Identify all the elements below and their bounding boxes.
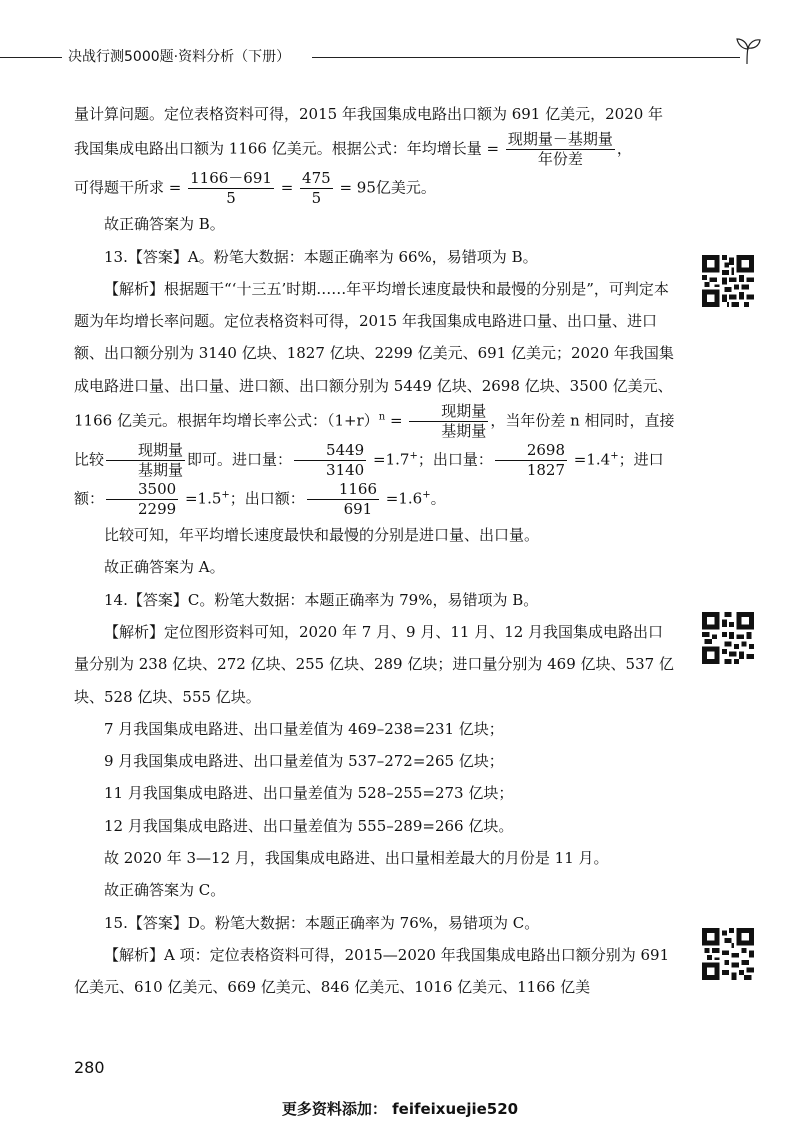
fraction: $\frac{2698}{1827}$ — [495, 441, 567, 480]
footer-note: 更多资料添加： feifeixuejie520 — [281, 1100, 519, 1118]
page-number: 280 — [74, 1058, 105, 1077]
fraction: $\frac{5449}{3140}$ — [294, 441, 366, 480]
calc-line: 9 月我国集成电路进、出口量差值为 537–272=265 亿块； — [104, 752, 504, 771]
fraction: $\frac{\text{现期量－基期量}}{\text{年份差}}$ — [507, 130, 613, 169]
answer-line: 故正确答案为 A。 — [104, 558, 225, 577]
fraction: $\frac{\text{现期量}}{\text{基期量}}$ — [409, 402, 488, 441]
qr-code-icon[interactable] — [702, 612, 754, 664]
question-13-analysis: 【解析】根据题干“‘十三五’时期……年平均增长速度最快和最慢的分别是”，可判定本题为年均增长率问题。定位表格资料可得，2015 年我国集成电路进口量、出口量、进口额、出口额分别为 3140 亿块、1827 亿块、2299 亿美元、691 亿美元；2020 年我国集成电路进口量、出口量、进口额、出口额分别为 5449 亿块、2698 亿块、3500 亿美元、1166 亿美元。根据年均增长率公式：$(1+r)^n$ = $\frac{\text{现期量}}{\text{基期量}}$ ，当年份差 n 相同时，直接比较 $\frac{\text{现期量}}{\text{基期量}}$ 即可。进口量： $\frac{5449}{3140}$ =1.7+；出口量： $\frac{2698}{1827}$ =1.4+；进口额： $\frac{3500}{2299}$ =1.5+；出口额： $\frac{1166}{691}$ =1.6+。 — [74, 279, 675, 519]
sprout-icon — [734, 36, 762, 66]
running-header — [0, 44, 800, 74]
qr-code-icon[interactable] — [702, 255, 754, 307]
calc-line: 7 月我国集成电路进、出口量差值为 469–238=231 亿块； — [104, 719, 504, 738]
fraction: $\frac{\text{现期量}}{\text{基期量}}$ — [106, 441, 185, 480]
question-14-analysis: 【解析】定位图形资料可知，2020 年 7 月、9 月、11 月、12 月我国集成电路出口量分别为 238 亿块、272 亿块、255 亿块、289 亿块；进口量分别为 469 亿块、537 亿块、528 亿块、555 亿块。 — [74, 622, 674, 706]
answer-body — [74, 98, 676, 1004]
calc-line: 12 月我国集成电路进、出口量差值为 555–289=266 亿块。 — [104, 816, 514, 835]
question-14-answer: 14.【答案】C。粉笔大数据：本题正确率为 79%，易错项为 B。 — [104, 590, 539, 609]
header-rule-left — [0, 57, 62, 58]
header-rule-right — [312, 57, 740, 58]
fraction: $\frac{1166-691}{5}$ — [190, 169, 272, 208]
fraction: $\frac{3500}{2299}$ — [106, 480, 178, 519]
calc-line: 11 月我国集成电路进、出口量差值为 528–255=273 亿块； — [104, 784, 514, 803]
qr-code-icon[interactable] — [702, 928, 754, 980]
question-13-answer: 13.【答案】A。粉笔大数据：本题正确率为 66%，易错项为 B。 — [104, 247, 538, 266]
conclusion-line: 故 2020 年 3—12 月，我国集成电路进、出口量相差最大的月份是 11 月。 — [104, 849, 609, 868]
paragraph: 比较可知，年平均增长速度最快和最慢的分别是进口量、出口量。 — [104, 526, 540, 545]
fraction: $\frac{475}{5}$ — [302, 169, 331, 208]
header-title: 决战行测5000题·资料分析（下册） — [68, 49, 291, 65]
paragraph: 可得题干所求 = $\frac{1166-691}{5}$ = $\frac{475}{5}$ = 95亿美元。 — [74, 169, 436, 208]
question-15-answer: 15.【答案】D。粉笔大数据：本题正确率为 76%，易错项为 C。 — [104, 913, 540, 932]
paragraph: 量计算问题。定位表格资料可得，2015 年我国集成电路出口额为 691 亿美元，2020 年我国集成电路出口额为 1166 亿美元。根据公式：年均增长量 = $\frac{\text{现期量－基期量}}{\text{年份差}}$ ， — [74, 105, 664, 169]
fraction: $\frac{1166}{691}$ — [307, 480, 379, 519]
answer-line: 故正确答案为 B。 — [104, 215, 225, 234]
question-15-analysis: 【解析】A 项：定位表格资料可得，2015—2020 年我国集成电路出口额分别为 691 亿美元、610 亿美元、669 亿美元、846 亿美元、1016 亿美元、1166 亿美 — [74, 945, 670, 997]
answer-line: 故正确答案为 C。 — [104, 881, 226, 900]
